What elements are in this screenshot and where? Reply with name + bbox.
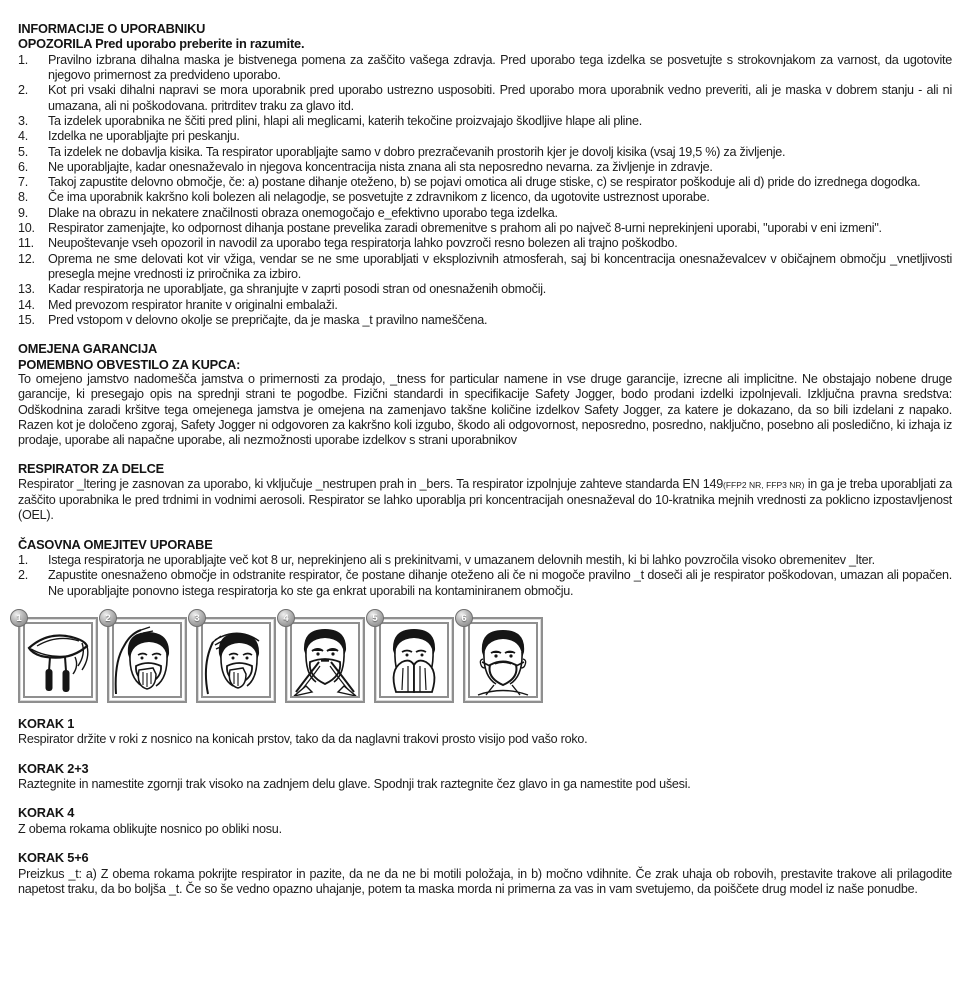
figure-frame (196, 617, 276, 703)
list-item (18, 145, 952, 160)
list-item (18, 298, 952, 313)
item-number: 12. (18, 251, 35, 266)
figure-frame (374, 617, 454, 703)
figure-frame (107, 617, 187, 703)
item-text: Ta izdelek ne dobavlja kisika. Ta respirator uporabljajte samo v dobro prezračevanih prostorih kjer je dovolj kisika (vsaj 19,5 %) za življenje. (48, 144, 786, 159)
list-item (18, 252, 952, 283)
section-particle-respirator (18, 461, 952, 523)
list-item (18, 129, 952, 144)
time-limit-list (18, 553, 952, 599)
list-item (18, 190, 952, 205)
korak-4-block (18, 805, 952, 837)
step-number-badge: 6 (455, 609, 473, 627)
item-text: Če ima uporabnik kakršno koli bolezen ali nelagodje, se posvetujte z zdravnikom z licenco, da ugotovite ustreznost uporabe. (48, 190, 710, 205)
step-figure-5 (372, 612, 454, 703)
fit-check-hands-over-mask-illustration (381, 624, 447, 696)
item-text: Takoj zapustite delovno območje, če: a) postane dihanje oteženo, b) se pojavi omotica ali druge stiske, c) se respirator poškoduje ali d) pride do izrednega dogodka. (48, 175, 921, 190)
figure-frame (463, 617, 543, 703)
respirator-body-start: Respirator _ltering je zasnovan za uporabo, ki vključuje _nestrupen prah in _bers. Ta respirator izpolnjuje zahteve standarda EN 149 (18, 476, 723, 491)
item-text: Zapustite onesnaženo območje in odstranite respirator, če postane dihanje oteženo ali če ni mogoče pravilno _t doseči ali je respirator poškodovan, umazan ali popačen. Ne uporabljajte ponovno istega respiratorja ko ste ga enkrat uporabili na kontaminiranem območju. (48, 568, 952, 598)
item-number: 3. (18, 114, 29, 128)
korak-2-3-title: KORAK 2+3 (18, 760, 89, 776)
item-number: 6. (18, 159, 29, 174)
warranty-body: To omejeno jamstvo nadomešča jamstva o primernosti za prodajo, _tness for particular namene in vse druge garancije, izrecne ali implicitne. Ne obstajajo nobene druge garancije, ki presegajo opis na sprednji strani te pogodbe. Fizični standardi in specifikacije Safety Jogger, bodo prodani izdelki izpolnjevali. Izključna pravna sredstva: Odškodnina zaradi kršitve tega omejenega jamstva je omejena na zamenjavo takšne količine izdelkov Safety Jogger, za katere je dokazano, da so bili izdelani z napako. Razen kot je določeno zgoraj, Safety Jogger ni odgovoren za kakršno koli izgubo, škodo ali odgovornost, neposredno, posredno, naključno, posebno ali posledično, ki izhaja iz prodaje, uporabe ali napačne uporabe, ali nezmožnosti uporabe izdelkov s strani uporabnikov (18, 371, 952, 448)
mask-in-hand-illustration (25, 624, 91, 696)
item-number: 8. (18, 190, 29, 205)
item-text: Pravilno izbrana dihalna maska je bistvenega pomena za zaščito vašega zdravja. Pred uporabo tega izdelka se posvetujte s strokovnjakom za varnost, da ugotovite njegovo primernost za predvideno uporabo. (48, 52, 952, 83)
item-text: Izdelka ne uporabljajte pri peskanju. (48, 129, 240, 144)
warranty-title: OMEJENA GARANCIJA (18, 341, 158, 357)
korak-1-block (18, 716, 952, 748)
list-item (18, 236, 952, 251)
item-text: Med prevozom respirator hranite v originalni embalaži. (48, 297, 338, 312)
mask-on-face-hand-on-head-illustration (114, 624, 180, 696)
list-item (18, 221, 952, 236)
korak-4-title: KORAK 4 (18, 805, 75, 821)
item-text: Pred vstopom v delovno okolje se prepričajte, da je maska _t pravilno nameščena. (48, 312, 488, 327)
figure-frame (18, 617, 98, 703)
korak-2-3-body: Raztegnite in namestite zgornji trak visoko na zadnjem delu glave. Spodnji trak raztegnite čez glavo in ga namestite pod ušesi. (18, 777, 691, 792)
list-item (18, 160, 952, 175)
donning-steps-figures (18, 609, 952, 703)
korak-1-title: KORAK 1 (18, 716, 75, 732)
step-number-badge: 3 (188, 609, 206, 627)
list-item (18, 568, 952, 599)
item-text: Kot pri vsaki dihalni napravi se mora uporabnik pred uporabo ustrezno usposobiti. Pred uporabo mora uporabnik vedno preveriti, ali je maska v dobrem stanju - ali ni umazana, ali ni poškodovana. pritrditev traku za glavo itd. (48, 83, 952, 113)
item-number: 9. (18, 205, 29, 220)
korak-1-body: Respirator držite v roki z nosnico na konicah prstov, tako da da naglavni trakovi prosto visijo pod vašo roko. (18, 732, 588, 747)
user-info-title: INFORMACIJE O UPORABNIKU (18, 21, 206, 36)
step-figure-1 (16, 612, 98, 703)
respirator-worn-illustration (470, 624, 536, 696)
item-text: Ta izdelek uporabnika ne ščiti pred plini, hlapi ali meglicami, katerih tekočine proizvajajo škodljive hlape ali pline. (48, 114, 642, 128)
step-number-badge: 4 (277, 609, 295, 627)
item-number: 7. (18, 175, 29, 190)
warnings-list (18, 53, 952, 328)
list-item (18, 313, 952, 328)
item-number: 2. (18, 568, 29, 583)
pinch-noseclip-illustration (292, 624, 358, 696)
item-text: Neupoštevanje vseh opozoril in navodil za uporabo tega respiratorja lahko povzroči resno bolezen ali trajno poškodbo. (48, 236, 678, 251)
list-item (18, 553, 952, 568)
list-item (18, 53, 952, 84)
item-text: Istega respiratorja ne uporabljajte več kot 8 ur, neprekinjeno ali s prekinitvami, v umazanem delovnih mestih, ki bi lahko povzročila visoko obremenitev _lter. (48, 553, 875, 568)
warranty-subtitle: POMEMBNO OBVESTILO ZA KUPCA: (18, 356, 241, 372)
section-warranty (18, 341, 952, 448)
list-item (18, 175, 952, 190)
item-number: 1. (18, 553, 29, 568)
korak-5-6-title: KORAK 5+6 (18, 850, 89, 866)
time-limit-title: ČASOVNA OMEJITEV UPORABE (18, 536, 213, 552)
item-text: Ne uporabljajte, kadar onesnaževalo in njegova koncentracija nista znana ali sta neposredno nevarna. za življenje in zdravje. (48, 159, 713, 174)
respirator-title: RESPIRATOR ZA DELCE (18, 461, 164, 477)
item-number: 13. (18, 282, 35, 297)
section-user-info (18, 21, 952, 328)
item-number: 1. (18, 52, 29, 67)
step-figure-6 (461, 612, 543, 703)
section-time-limit (18, 537, 952, 599)
respirator-body-end: in ga je treba uporabljati za zaščito uporabnika le pred trdnimi in vodnimi aerosoli. Respirator se lahko uporablja pri koncentracijah onesnaževal do 10-kratnika mejnih vrednosti za poklicno izpostavljenost (OEL). (18, 476, 952, 523)
item-number: 4. (18, 129, 29, 144)
item-number: 14. (18, 297, 35, 312)
figure-frame (285, 617, 365, 703)
korak-5-6-body: Preizkus _t: a) Z obema rokama pokrijte respirator in pazite, da ne da ne bi motili položaja, in b) močno vdihnite. Če zrak uhaja ob robovih, prestavite trakove ali prilagodite napetost traku, da bo boljša _t. Če so še vedno opazno uhajanje, potem ta maska morda ni primerna za vas in vam svetujemo, da poiščete drug model iz naše ponudbe. (18, 866, 952, 896)
respirator-body (18, 477, 952, 524)
item-text: Kadar respiratorja ne uporabljate, ga shranjujte v zaprti posodi stran od onesnaženih območij. (48, 282, 547, 297)
step-number-badge: 5 (366, 609, 384, 627)
step-figure-3 (194, 612, 276, 703)
list-item (18, 114, 952, 129)
item-number: 15. (18, 312, 35, 327)
respirator-standard-classes: (FFP2 NR, FFP3 NR) (723, 479, 805, 490)
step-number-badge: 1 (10, 609, 28, 627)
korak-4-body: Z obema rokama oblikujte nosnico po obliki nosu. (18, 821, 282, 836)
list-item (18, 83, 952, 114)
item-text: Oprema ne sme delovati kot vir vžiga, vendar se ne sme uporabljati v eksplozivnih atmosferah, saj bi koncentracija onesnaževalcev v običajnem območju _vnetljivosti presegla mejne vrednosti iz priročnika za izbiro. (48, 251, 952, 281)
list-item (18, 206, 952, 221)
item-text: Respirator zamenjajte, ko odpornost dihanja postane prevelika zaradi obremenitve s prahom ali po največ 8-urni neprekinjeni uporabi, "uporabi v eni izmeni". (48, 221, 882, 236)
warnings-subtitle: OPOZORILA Pred uporabo preberite in razumite. (18, 36, 305, 52)
step-figure-4 (283, 612, 365, 703)
item-number: 10. (18, 221, 35, 236)
item-number: 2. (18, 83, 29, 98)
item-text: Dlake na obrazu in nekatere značilnosti obraza onemogočajo e_efektivno uporabo tega izdelka. (48, 205, 558, 220)
korak-2-3-block (18, 761, 952, 793)
item-number: 5. (18, 144, 29, 159)
item-number: 11. (18, 236, 34, 251)
list-item (18, 282, 952, 297)
strap-over-head-illustration (203, 624, 269, 696)
step-number-badge: 2 (99, 609, 117, 627)
step-figure-2 (105, 612, 187, 703)
korak-5-6-block (18, 850, 952, 897)
